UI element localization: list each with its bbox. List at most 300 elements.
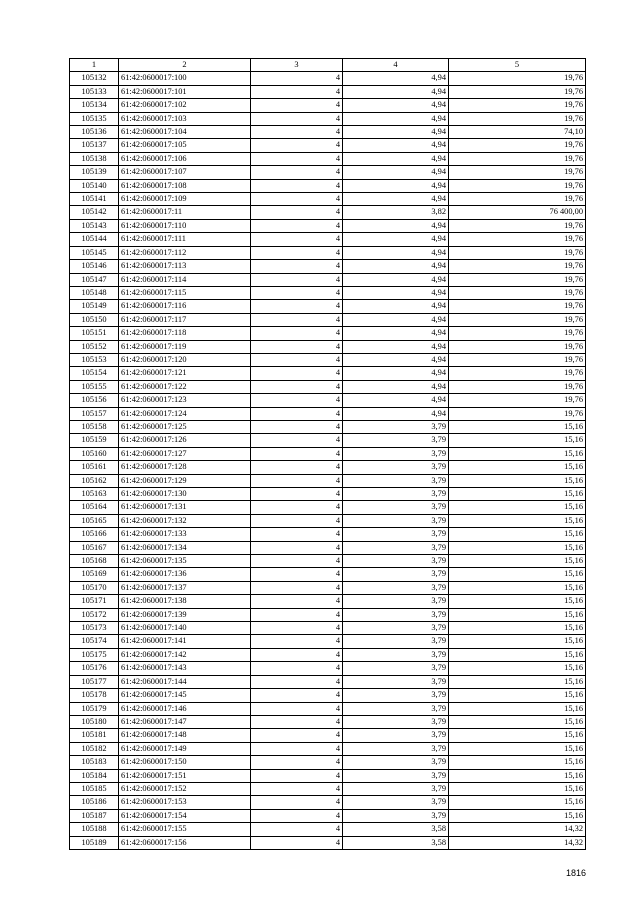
table-cell: 4 [251,72,343,85]
page-number: 1816 [566,868,587,878]
table-cell: 105179 [70,702,119,715]
table-cell: 4,94 [343,72,449,85]
table-cell: 105177 [70,675,119,688]
table-row [70,782,586,795]
table-cell: 105184 [70,769,119,782]
table-cell: 15,16 [449,608,586,621]
table-cell: 4 [251,166,343,179]
table-row [70,702,586,715]
table-cell: 4 [251,273,343,286]
table-row [70,622,586,635]
table-cell: 4 [251,742,343,755]
table-cell: 4 [251,568,343,581]
table-cell: 105187 [70,809,119,822]
table-cell: 4,94 [343,99,449,112]
table-cell: 105167 [70,541,119,554]
table-cell: 105173 [70,622,119,635]
table-cell: 61:42:0600017:154 [119,809,251,822]
table-row [70,729,586,742]
table-cell: 105175 [70,648,119,661]
table-cell: 19,76 [449,85,586,98]
table-cell: 105158 [70,420,119,433]
table-row [70,769,586,782]
table-row [70,836,586,849]
table-cell: 4 [251,434,343,447]
table-cell: 15,16 [449,689,586,702]
table-cell: 3,79 [343,501,449,514]
table-cell: 19,76 [449,327,586,340]
table-row [70,260,586,273]
table-cell: 19,76 [449,340,586,353]
table-row [70,394,586,407]
table-cell: 19,76 [449,193,586,206]
table-row [70,662,586,675]
table-cell: 4 [251,756,343,769]
table-cell: 15,16 [449,528,586,541]
table-cell: 4 [251,809,343,822]
table-cell: 105183 [70,756,119,769]
table-cell: 4,94 [343,179,449,192]
table-row [70,474,586,487]
table-cell: 4,94 [343,139,449,152]
table-cell: 61:42:0600017:135 [119,555,251,568]
table-cell: 105180 [70,715,119,728]
table-cell: 105139 [70,166,119,179]
table-cell: 105161 [70,461,119,474]
table-row [70,742,586,755]
table-cell: 105155 [70,380,119,393]
table-cell: 4 [251,595,343,608]
table-cell: 3,79 [343,675,449,688]
table-cell: 4 [251,260,343,273]
table-cell: 19,76 [449,367,586,380]
table-cell: 105172 [70,608,119,621]
table-cell: 3,79 [343,461,449,474]
table-cell: 4 [251,139,343,152]
table-cell: 105165 [70,514,119,527]
table-cell: 61:42:0600017:117 [119,313,251,326]
table-cell: 4,94 [343,112,449,125]
table-cell: 4 [251,662,343,675]
table-cell: 19,76 [449,166,586,179]
table-cell: 19,76 [449,394,586,407]
table-cell: 61:42:0600017:129 [119,474,251,487]
table-cell: 4 [251,420,343,433]
table-cell: 61:42:0600017:141 [119,635,251,648]
table-cell: 15,16 [449,648,586,661]
table-cell: 3,58 [343,823,449,836]
table-cell: 4 [251,488,343,501]
table-row [70,608,586,621]
table-cell: 4 [251,461,343,474]
table-cell: 4,94 [343,340,449,353]
table-row [70,353,586,366]
table-row [70,152,586,165]
table-cell: 105176 [70,662,119,675]
table-row [70,635,586,648]
table-cell: 4 [251,179,343,192]
table-row [70,823,586,836]
table-cell: 4,94 [343,394,449,407]
table-cell: 105144 [70,233,119,246]
table-cell: 105170 [70,581,119,594]
table-cell: 3,79 [343,769,449,782]
table-row [70,327,586,340]
table-cell: 105151 [70,327,119,340]
header-row [70,59,586,72]
table-cell: 19,76 [449,72,586,85]
table-row [70,300,586,313]
table-cell: 3,79 [343,595,449,608]
table-row [70,273,586,286]
table-cell: 4 [251,514,343,527]
table-cell: 4 [251,836,343,849]
table-cell: 61:42:0600017:103 [119,112,251,125]
table-cell: 61:42:0600017:120 [119,353,251,366]
table-cell: 3,79 [343,488,449,501]
table-row [70,313,586,326]
table-cell: 61:42:0600017:137 [119,581,251,594]
table-cell: 61:42:0600017:101 [119,85,251,98]
table-cell: 105182 [70,742,119,755]
table-cell: 15,16 [449,541,586,554]
table-cell: 4 [251,528,343,541]
table-cell: 3,79 [343,715,449,728]
table-cell: 4 [251,99,343,112]
table-cell: 3,79 [343,809,449,822]
table-cell: 3,79 [343,662,449,675]
table-cell: 15,16 [449,595,586,608]
table-cell: 61:42:0600017:139 [119,608,251,621]
table-row [70,541,586,554]
table-cell: 105148 [70,286,119,299]
table-cell: 4,94 [343,152,449,165]
table-cell: 61:42:0600017:104 [119,126,251,139]
table-cell: 15,16 [449,420,586,433]
table-cell: 61:42:0600017:144 [119,675,251,688]
table-row [70,528,586,541]
table-cell: 4 [251,152,343,165]
table-cell: 19,76 [449,380,586,393]
table-row [70,568,586,581]
table-cell: 15,16 [449,756,586,769]
table-cell: 105168 [70,555,119,568]
table-cell: 61:42:0600017:107 [119,166,251,179]
table-cell: 19,76 [449,300,586,313]
table-cell: 15,16 [449,568,586,581]
table-cell: 4 [251,219,343,232]
table-cell: 3,79 [343,635,449,648]
table-cell: 15,16 [449,622,586,635]
table-row [70,595,586,608]
table-cell: 61:42:0600017:113 [119,260,251,273]
table-cell: 105146 [70,260,119,273]
table-cell: 19,76 [449,407,586,420]
table-cell: 105133 [70,85,119,98]
column-header: 1 [70,59,119,72]
table-cell: 4,94 [343,407,449,420]
table-cell: 15,16 [449,635,586,648]
table-cell: 4 [251,769,343,782]
table-cell: 4 [251,206,343,219]
table-row [70,420,586,433]
table-row [70,139,586,152]
table-cell: 15,16 [449,782,586,795]
table-cell: 61:42:0600017:121 [119,367,251,380]
table-cell: 3,79 [343,608,449,621]
table-cell: 61:42:0600017:119 [119,340,251,353]
table-cell: 61:42:0600017:152 [119,782,251,795]
table-row [70,340,586,353]
table-cell: 19,76 [449,233,586,246]
table-cell: 15,16 [449,796,586,809]
table-cell: 3,79 [343,420,449,433]
table-cell: 105186 [70,796,119,809]
table-cell: 105171 [70,595,119,608]
table-cell: 15,16 [449,581,586,594]
table-row [70,514,586,527]
table-row [70,675,586,688]
table-row [70,689,586,702]
table-cell: 61:42:0600017:118 [119,327,251,340]
table-cell: 105160 [70,447,119,460]
table-cell: 61:42:0600017:114 [119,273,251,286]
table-cell: 4 [251,300,343,313]
table-cell: 61:42:0600017:136 [119,568,251,581]
table-cell: 3,79 [343,568,449,581]
table-cell: 4,94 [343,126,449,139]
table-cell: 105157 [70,407,119,420]
table-cell: 4,94 [343,300,449,313]
table-cell: 4 [251,193,343,206]
table-cell: 19,76 [449,273,586,286]
table-cell: 4,94 [343,246,449,259]
table-row [70,648,586,661]
table-cell: 19,76 [449,313,586,326]
table-cell: 4 [251,702,343,715]
data-table [69,58,586,850]
table-cell: 15,16 [449,702,586,715]
table-cell: 3,79 [343,782,449,795]
table-row [70,85,586,98]
table-cell: 4 [251,501,343,514]
table-cell: 3,79 [343,742,449,755]
table-cell: 4 [251,729,343,742]
table-cell: 4 [251,581,343,594]
table-cell: 61:42:0600017:142 [119,648,251,661]
table-cell: 61:42:0600017:146 [119,702,251,715]
table-cell: 105147 [70,273,119,286]
table-cell: 19,76 [449,179,586,192]
table-cell: 61:42:0600017:134 [119,541,251,554]
table-row [70,72,586,85]
table-cell: 105152 [70,340,119,353]
table-cell: 15,16 [449,742,586,755]
table-row [70,555,586,568]
table-cell: 61:42:0600017:128 [119,461,251,474]
table-cell: 3,58 [343,836,449,849]
table-cell: 105140 [70,179,119,192]
table-cell: 3,79 [343,689,449,702]
table-cell: 15,16 [449,675,586,688]
table-cell: 61:42:0600017:151 [119,769,251,782]
table-cell: 105163 [70,488,119,501]
table-row [70,206,586,219]
table-row [70,193,586,206]
table-cell: 61:42:0600017:143 [119,662,251,675]
table-cell: 105154 [70,367,119,380]
table-cell: 105136 [70,126,119,139]
table-cell: 4 [251,608,343,621]
table-row [70,286,586,299]
table-row [70,112,586,125]
table-cell: 3,79 [343,729,449,742]
table-cell: 105134 [70,99,119,112]
table-cell: 61:42:0600017:126 [119,434,251,447]
table-cell: 15,16 [449,488,586,501]
table-cell: 19,76 [449,286,586,299]
column-header: 3 [251,59,343,72]
table-cell: 105135 [70,112,119,125]
table-cell: 4 [251,796,343,809]
table-cell: 76 400,00 [449,206,586,219]
table-cell: 4 [251,112,343,125]
table-cell: 4 [251,367,343,380]
table-cell: 4 [251,622,343,635]
table-cell: 61:42:0600017:108 [119,179,251,192]
table-cell: 61:42:0600017:140 [119,622,251,635]
table-cell: 105143 [70,219,119,232]
table-row [70,179,586,192]
table-cell: 19,76 [449,219,586,232]
table-cell: 105188 [70,823,119,836]
table-row [70,126,586,139]
table-cell: 3,79 [343,648,449,661]
table-row [70,796,586,809]
table-cell: 4 [251,126,343,139]
table-cell: 4,94 [343,353,449,366]
table-cell: 61:42:0600017:131 [119,501,251,514]
table-cell: 61:42:0600017:124 [119,407,251,420]
table-cell: 14,32 [449,823,586,836]
table-cell: 3,79 [343,622,449,635]
table-cell: 61:42:0600017:106 [119,152,251,165]
table-cell: 4 [251,675,343,688]
table-cell: 3,79 [343,555,449,568]
table-cell: 105159 [70,434,119,447]
table-cell: 3,79 [343,474,449,487]
table-cell: 4 [251,394,343,407]
table-cell: 4 [251,823,343,836]
table-cell: 15,16 [449,434,586,447]
table-cell: 15,16 [449,729,586,742]
table-cell: 105174 [70,635,119,648]
table-cell: 15,16 [449,769,586,782]
table-body [70,72,586,850]
table-cell: 19,76 [449,353,586,366]
table-cell: 105178 [70,689,119,702]
table-cell: 61:42:0600017:130 [119,488,251,501]
table-cell: 15,16 [449,447,586,460]
table-cell: 105145 [70,246,119,259]
table-cell: 19,76 [449,99,586,112]
table-cell: 61:42:0600017:116 [119,300,251,313]
table-cell: 61:42:0600017:112 [119,246,251,259]
table-cell: 3,82 [343,206,449,219]
table-cell: 4 [251,782,343,795]
table-cell: 15,16 [449,809,586,822]
table-cell: 4 [251,555,343,568]
table-cell: 61:42:0600017:156 [119,836,251,849]
table-cell: 105153 [70,353,119,366]
table-cell: 4,94 [343,327,449,340]
table-cell: 4,94 [343,286,449,299]
table-cell: 19,76 [449,152,586,165]
table-cell: 4 [251,233,343,246]
table-cell: 61:42:0600017:115 [119,286,251,299]
table-cell: 3,79 [343,702,449,715]
table-cell: 4 [251,648,343,661]
table-cell: 4,94 [343,219,449,232]
table-cell: 105150 [70,313,119,326]
table-cell: 3,79 [343,756,449,769]
table-cell: 4,94 [343,85,449,98]
table-cell: 105132 [70,72,119,85]
table-cell: 4 [251,474,343,487]
column-header: 4 [343,59,449,72]
table-cell: 61:42:0600017:122 [119,380,251,393]
table-cell: 61:42:0600017:153 [119,796,251,809]
table-cell: 4 [251,635,343,648]
table-cell: 4,94 [343,380,449,393]
table-row [70,246,586,259]
table-row [70,434,586,447]
table-row [70,367,586,380]
table-cell: 4 [251,340,343,353]
table-cell: 61:42:0600017:127 [119,447,251,460]
table-cell: 74,10 [449,126,586,139]
table-row [70,809,586,822]
table-cell: 19,76 [449,112,586,125]
table-cell: 15,16 [449,662,586,675]
table-cell: 4 [251,327,343,340]
table-cell: 105169 [70,568,119,581]
table-cell: 3,79 [343,796,449,809]
table-cell: 105189 [70,836,119,849]
table-row [70,447,586,460]
table-row [70,488,586,501]
table-cell: 4,94 [343,313,449,326]
column-header: 2 [119,59,251,72]
column-header: 5 [449,59,586,72]
table-cell: 105156 [70,394,119,407]
table-cell: 61:42:0600017:150 [119,756,251,769]
table-row [70,461,586,474]
table-cell: 105181 [70,729,119,742]
table-cell: 105149 [70,300,119,313]
table-cell: 4 [251,85,343,98]
table-cell: 15,16 [449,555,586,568]
table-cell: 4 [251,286,343,299]
table-cell: 61:42:0600017:138 [119,595,251,608]
table-cell: 61:42:0600017:11 [119,206,251,219]
table-cell: 3,79 [343,447,449,460]
table-cell: 4,94 [343,233,449,246]
table-cell: 61:42:0600017:147 [119,715,251,728]
table-cell: 3,79 [343,434,449,447]
table-cell: 61:42:0600017:100 [119,72,251,85]
table-cell: 15,16 [449,461,586,474]
